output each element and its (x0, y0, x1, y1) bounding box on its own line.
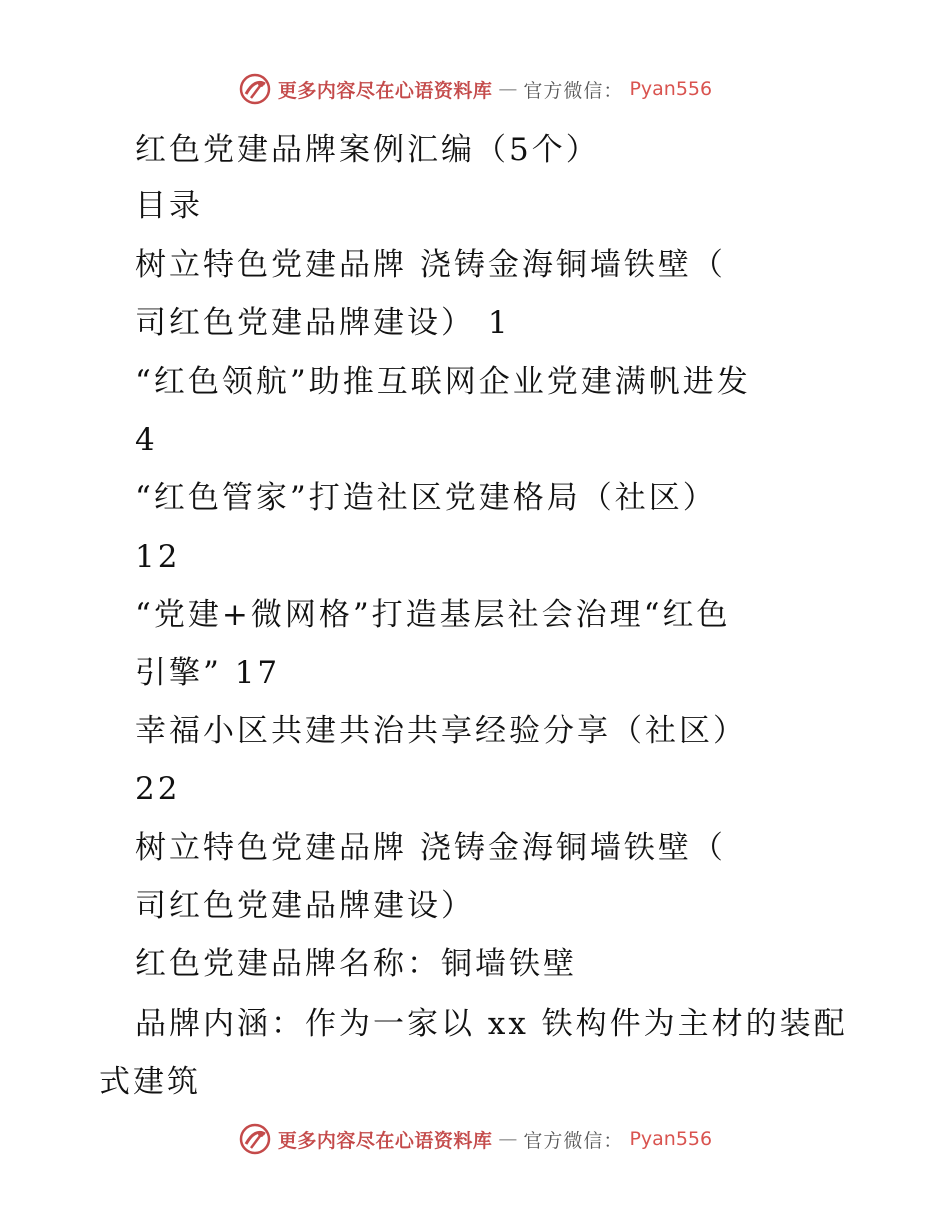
toc-entry-4-line-2: 引擎” 17 (135, 655, 281, 691)
section-title-line-2: 司红色党建品牌建设） (135, 888, 475, 924)
promo-label: 官方微信： (523, 79, 624, 102)
promo-text: 更多内容尽在心语资料库 (277, 79, 493, 102)
page-header-promo (0, 72, 950, 106)
toc-entry-2-page: 4 (135, 422, 158, 458)
promo-dash: — (498, 1128, 518, 1150)
brand-logo-icon (238, 72, 272, 106)
toc-entry-2-line-1: “红色领航”助推互联网企业党建满帆进发 (135, 364, 751, 400)
brand-meaning-line-2: 式建筑 (99, 1064, 201, 1100)
toc-entry-4-line-1: “党建+微网格”打造基层社会治理“红色 (135, 597, 731, 633)
promo-label: 官方微信： (523, 1129, 624, 1152)
brand-name-line: 红色党建品牌名称：铜墙铁壁 (135, 946, 577, 982)
brand-meaning-line-1: 品牌内涵：作为一家以 xx 铁构件为主材的装配 (135, 1006, 848, 1042)
toc-entry-3-line-1: “红色管家”打造社区党建格局（社区） (135, 480, 717, 516)
toc-entry-3-page: 12 (135, 539, 181, 575)
promo-dash: — (498, 78, 518, 100)
doc-title: 红色党建品牌案例汇编（5个） (135, 132, 600, 168)
page-footer-promo (0, 1122, 950, 1156)
promo-wechat-id: Pyan556 (629, 78, 713, 100)
toc-entry-1-line-1: 树立特色党建品牌 浇铸金海铜墙铁壁（ (135, 247, 726, 283)
brand-logo-icon (238, 1122, 272, 1156)
section-title-line-1: 树立特色党建品牌 浇铸金海铜墙铁壁（ (135, 830, 726, 866)
promo-text: 更多内容尽在心语资料库 (277, 1129, 493, 1152)
toc-heading: 目录 (135, 188, 203, 224)
toc-entry-5-line-1: 幸福小区共建共治共享经验分享（社区） (135, 713, 747, 749)
toc-entry-5-page: 22 (135, 771, 181, 807)
toc-entry-1-line-2: 司红色党建品牌建设） 1 (135, 305, 511, 341)
promo-wechat-id: Pyan556 (629, 1128, 713, 1150)
